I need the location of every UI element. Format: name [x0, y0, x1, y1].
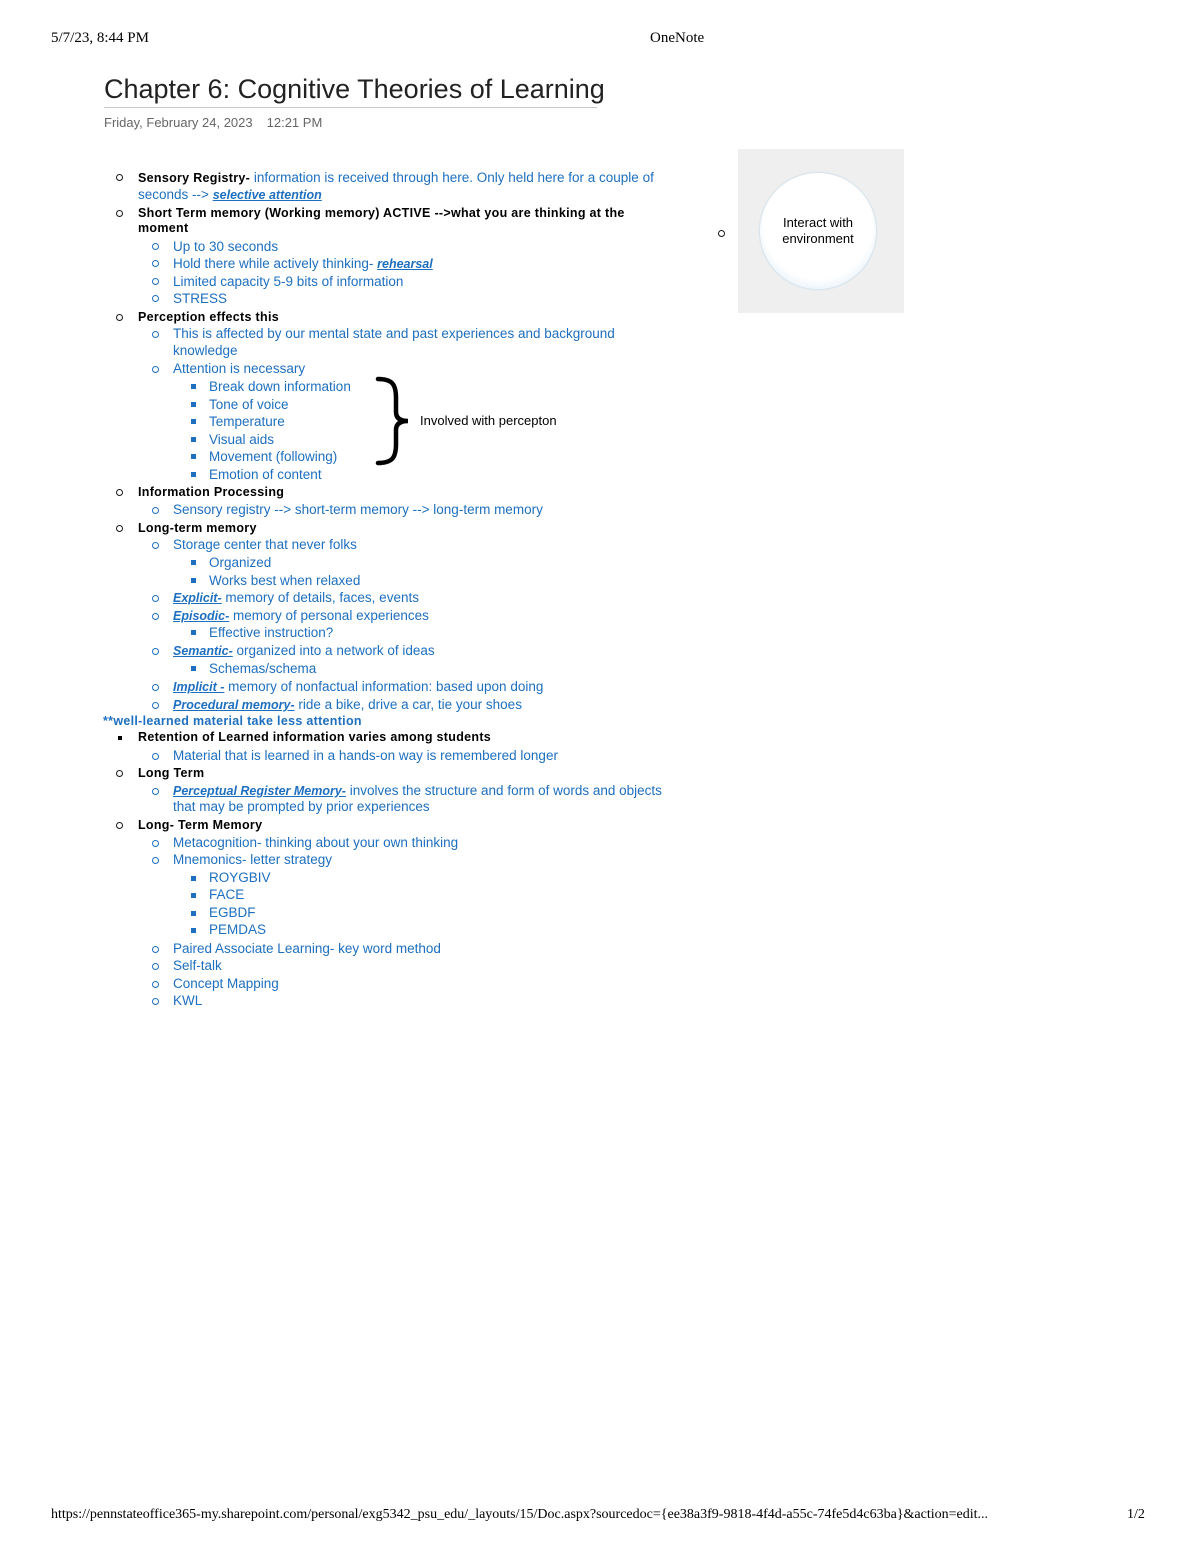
list-item[interactable]: Explicit- memory of details, faces, events: [173, 590, 419, 605]
bullet-circle-icon: [152, 753, 159, 760]
note-paragraph[interactable]: **well-learned material take less attention: [103, 714, 362, 728]
list-item[interactable]: Mnemonics- letter strategy: [173, 852, 333, 867]
bullet-square-icon: [118, 736, 122, 740]
implicit-link: Implicit -: [173, 680, 225, 694]
page-title[interactable]: Chapter 6: Cognitive Theories of Learning: [104, 74, 597, 108]
list-item-continued[interactable]: that may be prompted by prior experiences: [173, 799, 430, 814]
bullet-circle-icon: [116, 314, 123, 321]
bullet-circle-icon: [152, 702, 159, 709]
print-header-app: OneNote: [650, 30, 705, 46]
list-item[interactable]: Storage center that never folks: [173, 537, 357, 552]
bullet-square-icon: [191, 560, 196, 565]
list-item[interactable]: Works best when relaxed: [209, 573, 361, 588]
list-item[interactable]: Self-talk: [173, 958, 222, 973]
list-item[interactable]: Short Term memory (Working memory) ACTIVE -->what you are thinking at the: [138, 206, 625, 220]
bullet-circle-icon: [152, 857, 159, 864]
list-item[interactable]: Emotion of content: [209, 467, 322, 482]
bullet-circle-icon: [152, 542, 159, 549]
list-item[interactable]: Up to 30 seconds: [173, 239, 279, 254]
list-item[interactable]: PEMDAS: [209, 922, 267, 937]
list-item[interactable]: Material that is learned in a hands-on way is remembered longer: [173, 748, 558, 763]
bullet-square-icon: [191, 472, 196, 477]
list-item[interactable]: Effective instruction?: [209, 625, 334, 640]
bullet-circle-icon: [152, 788, 159, 795]
episodic-link: Episodic-: [173, 609, 230, 623]
list-item[interactable]: Long- Term Memory: [138, 818, 263, 832]
list-item[interactable]: Temperature: [209, 414, 285, 429]
bullet-circle-icon: [152, 613, 159, 620]
list-item[interactable]: Long-term memory: [138, 521, 257, 535]
list-item[interactable]: STRESS: [173, 291, 228, 306]
selective-attention-link: selective attention: [212, 188, 322, 202]
bullet-square-icon: [191, 419, 196, 424]
bullet-circle-icon: [152, 946, 159, 953]
list-item[interactable]: This is affected by our mental state and past experiences and background: [173, 326, 615, 341]
list-item-continued[interactable]: moment: [138, 221, 189, 235]
bullet-circle-icon: [152, 366, 159, 373]
bullet-circle-icon: [116, 822, 123, 829]
bullet-square-icon: [191, 893, 196, 898]
list-item[interactable]: Information Processing: [138, 485, 285, 499]
bullet-circle-icon: [152, 595, 159, 602]
list-item[interactable]: FACE: [209, 887, 245, 902]
list-item[interactable]: ROYGBIV: [209, 870, 271, 885]
list-item[interactable]: Perceptual Register Memory- involves the structure and form of words and objects: [173, 783, 662, 798]
bullet-square-icon: [191, 578, 196, 583]
print-footer-url: https://pennstateoffice365-my.sharepoint.com/personal/exg5342_psu_edu/_layouts/15/Doc.aspx?sourcedoc={ee38a3f9-9818-4f4d-a55c-74fe5d4c63ba}&action=edit...: [51, 1507, 989, 1522]
bullet-circle-icon: [152, 507, 159, 514]
list-item[interactable]: Schemas/schema: [209, 661, 317, 676]
list-item-continued[interactable]: seconds --> selective attention: [138, 187, 322, 202]
list-item[interactable]: Implicit - memory of nonfactual information: based upon doing: [173, 679, 544, 694]
bullet-circle-icon: [152, 331, 159, 338]
list-item[interactable]: Movement (following): [209, 449, 338, 464]
bullet-circle-icon: [152, 648, 159, 655]
list-item[interactable]: Hold there while actively thinking- rehearsal: [173, 256, 433, 271]
bullet-square-icon: [191, 437, 196, 442]
bullet-square-icon: [191, 911, 196, 916]
bullet-square-icon: [191, 876, 196, 881]
bullet-square-icon: [191, 666, 196, 671]
perceptual-register-link: Perceptual Register Memory-: [173, 784, 346, 798]
circle-shape[interactable]: [760, 173, 876, 289]
list-item[interactable]: EGBDF: [209, 905, 256, 920]
bullet-square-icon: [191, 454, 196, 459]
bullet-circle-icon: [152, 295, 159, 302]
bullet-square-icon: [191, 402, 196, 407]
list-item[interactable]: Break down information: [209, 379, 351, 394]
list-item[interactable]: Concept Mapping: [173, 976, 279, 991]
bullet-square-icon: [191, 630, 196, 635]
bullet-square-icon: [191, 384, 196, 389]
bullet-circle-icon: [152, 998, 159, 1005]
bullet-circle-icon: [718, 230, 725, 237]
bullet-circle-icon: [116, 770, 123, 777]
list-item[interactable]: Procedural memory- ride a bike, drive a car, tie your shoes: [173, 697, 522, 712]
list-item[interactable]: Long Term: [138, 766, 205, 780]
list-item[interactable]: KWL: [173, 993, 203, 1008]
bullet-circle-icon: [116, 210, 123, 217]
list-item[interactable]: Sensory Registry- information is received through here. Only held here for a couple of: [138, 170, 654, 185]
list-item[interactable]: Sensory registry --> short-term memory --> long-term memory: [173, 502, 543, 517]
list-item[interactable]: Attention is necessary: [173, 361, 306, 376]
print-header-datetime: 5/7/23, 8:44 PM: [51, 30, 149, 46]
explicit-link: Explicit-: [173, 591, 222, 605]
curly-brace-icon[interactable]: [374, 376, 414, 466]
bullet-square-icon: [191, 928, 196, 933]
bullet-circle-icon: [152, 840, 159, 847]
smartart-diagram[interactable]: [738, 149, 904, 313]
bullet-circle-icon: [152, 963, 159, 970]
bullet-circle-icon: [152, 278, 159, 285]
brace-annotation[interactable]: Involved with percepton: [420, 413, 557, 428]
bullet-circle-icon: [152, 243, 159, 250]
list-item[interactable]: Visual aids: [209, 432, 275, 447]
rehearsal-link: rehearsal: [377, 257, 433, 271]
time-text: 12:21 PM: [266, 115, 323, 130]
list-item[interactable]: Episodic- memory of personal experiences: [173, 608, 429, 623]
print-footer-page: 1/2: [1127, 1507, 1145, 1522]
list-item[interactable]: Limited capacity 5-9 bits of information: [173, 274, 404, 289]
list-item[interactable]: Organized: [209, 555, 272, 570]
list-item[interactable]: Semantic- organized into a network of ideas: [173, 643, 435, 658]
procedural-memory-link: Procedural memory-: [173, 698, 295, 712]
date-text: Friday, February 24, 2023: [104, 115, 253, 130]
bullet-circle-icon: [152, 260, 159, 267]
bullet-circle-icon: [152, 981, 159, 988]
bullet-circle-icon: [116, 489, 123, 496]
list-item[interactable]: Tone of voice: [209, 397, 289, 412]
circle-label: Interact with environment: [782, 215, 854, 246]
list-item[interactable]: Metacognition- thinking about your own thinking: [173, 835, 459, 850]
list-item-continued[interactable]: knowledge: [173, 343, 238, 358]
list-item[interactable]: Perception effects this: [138, 310, 279, 324]
semantic-link: Semantic-: [173, 644, 233, 658]
list-item[interactable]: Paired Associate Learning- key word method: [173, 941, 441, 956]
list-item[interactable]: Retention of Learned information varies among students: [138, 730, 492, 744]
bullet-circle-icon: [116, 525, 123, 532]
bullet-circle-icon: [116, 174, 123, 181]
bullet-circle-icon: [152, 684, 159, 691]
